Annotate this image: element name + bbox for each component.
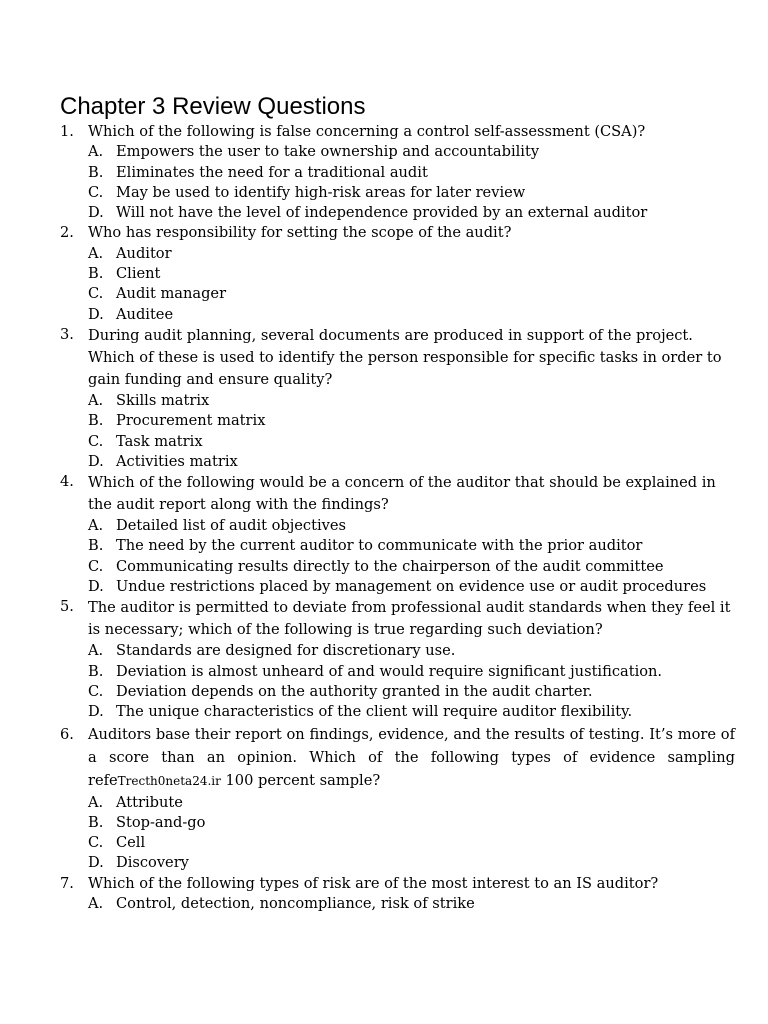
option-b [88, 536, 735, 556]
option-text: Cell [116, 834, 146, 852]
question-number: 7. [60, 874, 74, 892]
option-b [88, 813, 735, 833]
option-text: Activities matrix [116, 452, 238, 470]
question-text: During audit planning, several documents are produced in support of the project. Which of these is used to identify the person responsible for specific tasks in order to gain funding and ensure quality? [88, 326, 722, 388]
option-text: Will not have the level of independence provided by an external auditor [116, 204, 648, 222]
option-letter: A. [88, 895, 104, 913]
question-number: 2. [60, 224, 74, 242]
option-text: Eliminates the need for a traditional audit [116, 163, 428, 181]
option-d [88, 702, 735, 722]
option-letter: B. [88, 265, 104, 283]
option-letter: B. [88, 163, 104, 181]
option-d [88, 577, 735, 597]
option-text: Undue restrictions placed by management on evidence use or audit procedures [116, 578, 707, 596]
question-2 [60, 223, 735, 324]
option-text: Communicating results directly to the chairperson of the audit committee [116, 557, 664, 575]
option-d [88, 452, 735, 472]
chapter-title: Chapter 3 Review Questions [60, 93, 366, 120]
question-number: 5. [60, 598, 74, 616]
question-4 [60, 472, 735, 597]
option-d [88, 853, 735, 873]
option-d [88, 305, 735, 325]
question-number: 4. [60, 473, 74, 491]
option-a [88, 516, 735, 536]
option-letter: D. [88, 854, 104, 872]
option-text: Procurement matrix [116, 412, 266, 430]
option-text: The need by the current auditor to communicate with the prior auditor [116, 537, 643, 555]
option-text: Skills matrix [116, 391, 210, 409]
option-letter: C. [88, 834, 104, 852]
option-c [88, 183, 735, 203]
option-c [88, 432, 735, 452]
option-b [88, 163, 735, 183]
question-text: Which of the following would be a concern of the auditor that should be explained in the audit report along with the findings? [88, 474, 716, 514]
question-text: Which of the following is false concerning a control self-assessment (CSA)? [88, 123, 646, 140]
option-letter: C. [88, 183, 104, 201]
option-letter: A. [88, 642, 104, 660]
option-text: Control, detection, noncompliance, risk of strike [116, 895, 475, 913]
question-text [88, 723, 735, 793]
option-a [88, 793, 735, 813]
option-letter: B. [88, 813, 104, 831]
question-1 [60, 122, 735, 223]
option-text: The unique characteristics of the client will require auditor flexibility. [116, 703, 633, 721]
option-letter: A. [88, 244, 104, 262]
question-text-end: 100 percent sample? [220, 771, 381, 789]
question-5 [60, 597, 735, 722]
question-number: 6. [60, 725, 74, 743]
option-text: Standards are designed for discretionary use. [116, 642, 456, 660]
option-letter: C. [88, 682, 104, 700]
option-letter: A. [88, 391, 104, 409]
option-text: Audit manager [116, 285, 227, 303]
option-letter: A. [88, 143, 104, 161]
option-letter: D. [88, 204, 104, 222]
option-b [88, 411, 735, 431]
option-letter: C. [88, 557, 104, 575]
option-a [88, 391, 735, 411]
question-7 [60, 874, 735, 915]
option-text: Client [116, 265, 161, 283]
option-c [88, 833, 735, 853]
option-letter: C. [88, 285, 104, 303]
option-c [88, 682, 735, 702]
option-letter: A. [88, 793, 104, 811]
option-text: Detailed list of audit objectives [116, 517, 346, 535]
question-text: Who has responsibility for setting the scope of the audit? [88, 224, 512, 242]
option-letter: C. [88, 432, 104, 450]
option-b [88, 264, 735, 284]
question-6 [60, 723, 735, 874]
option-a [88, 244, 735, 264]
option-text: Stop-and-go [116, 813, 206, 831]
option-b [88, 662, 735, 682]
question-number: 1. [60, 123, 74, 140]
option-a [88, 641, 735, 661]
question-list [60, 122, 735, 914]
option-letter: B. [88, 537, 104, 555]
option-a [88, 142, 735, 162]
option-a [88, 894, 735, 914]
option-text: Attribute [116, 793, 183, 811]
option-text: May be used to identify high-risk areas for later review [116, 183, 526, 201]
option-c [88, 284, 735, 304]
option-text: Deviation is almost unheard of and would require significant justification. [116, 662, 663, 680]
option-text: Task matrix [116, 432, 203, 450]
question-text: Which of the following types of risk are of the most interest to an IS auditor? [88, 874, 659, 892]
option-letter: B. [88, 662, 104, 680]
option-letter: B. [88, 412, 104, 430]
option-letter: D. [88, 305, 104, 323]
option-text: Auditee [116, 305, 174, 323]
watermark-overlay-text: Trecth0neta24.ir [117, 773, 221, 788]
option-letter: D. [88, 703, 104, 721]
option-letter: D. [88, 578, 104, 596]
option-text: Auditor [116, 244, 172, 262]
option-text: Discovery [116, 854, 189, 872]
question-3 [60, 325, 735, 472]
option-letter: A. [88, 517, 104, 535]
question-text-main: Auditors base their report on findings, evidence, and the results of testing. It’s more of a score than an opinion. Which of the following types of evidence sampling refe [88, 725, 735, 789]
option-text: Empowers the user to take ownership and accountability [116, 143, 540, 161]
option-d [88, 203, 735, 223]
option-text: Deviation depends on the authority granted in the audit charter. [116, 682, 593, 700]
option-c [88, 557, 735, 577]
option-letter: D. [88, 452, 104, 470]
question-text: The auditor is permitted to deviate from professional audit standards when they feel it is necessary; which of the following is true regarding such deviation? [88, 599, 731, 639]
question-number: 3. [60, 325, 74, 343]
